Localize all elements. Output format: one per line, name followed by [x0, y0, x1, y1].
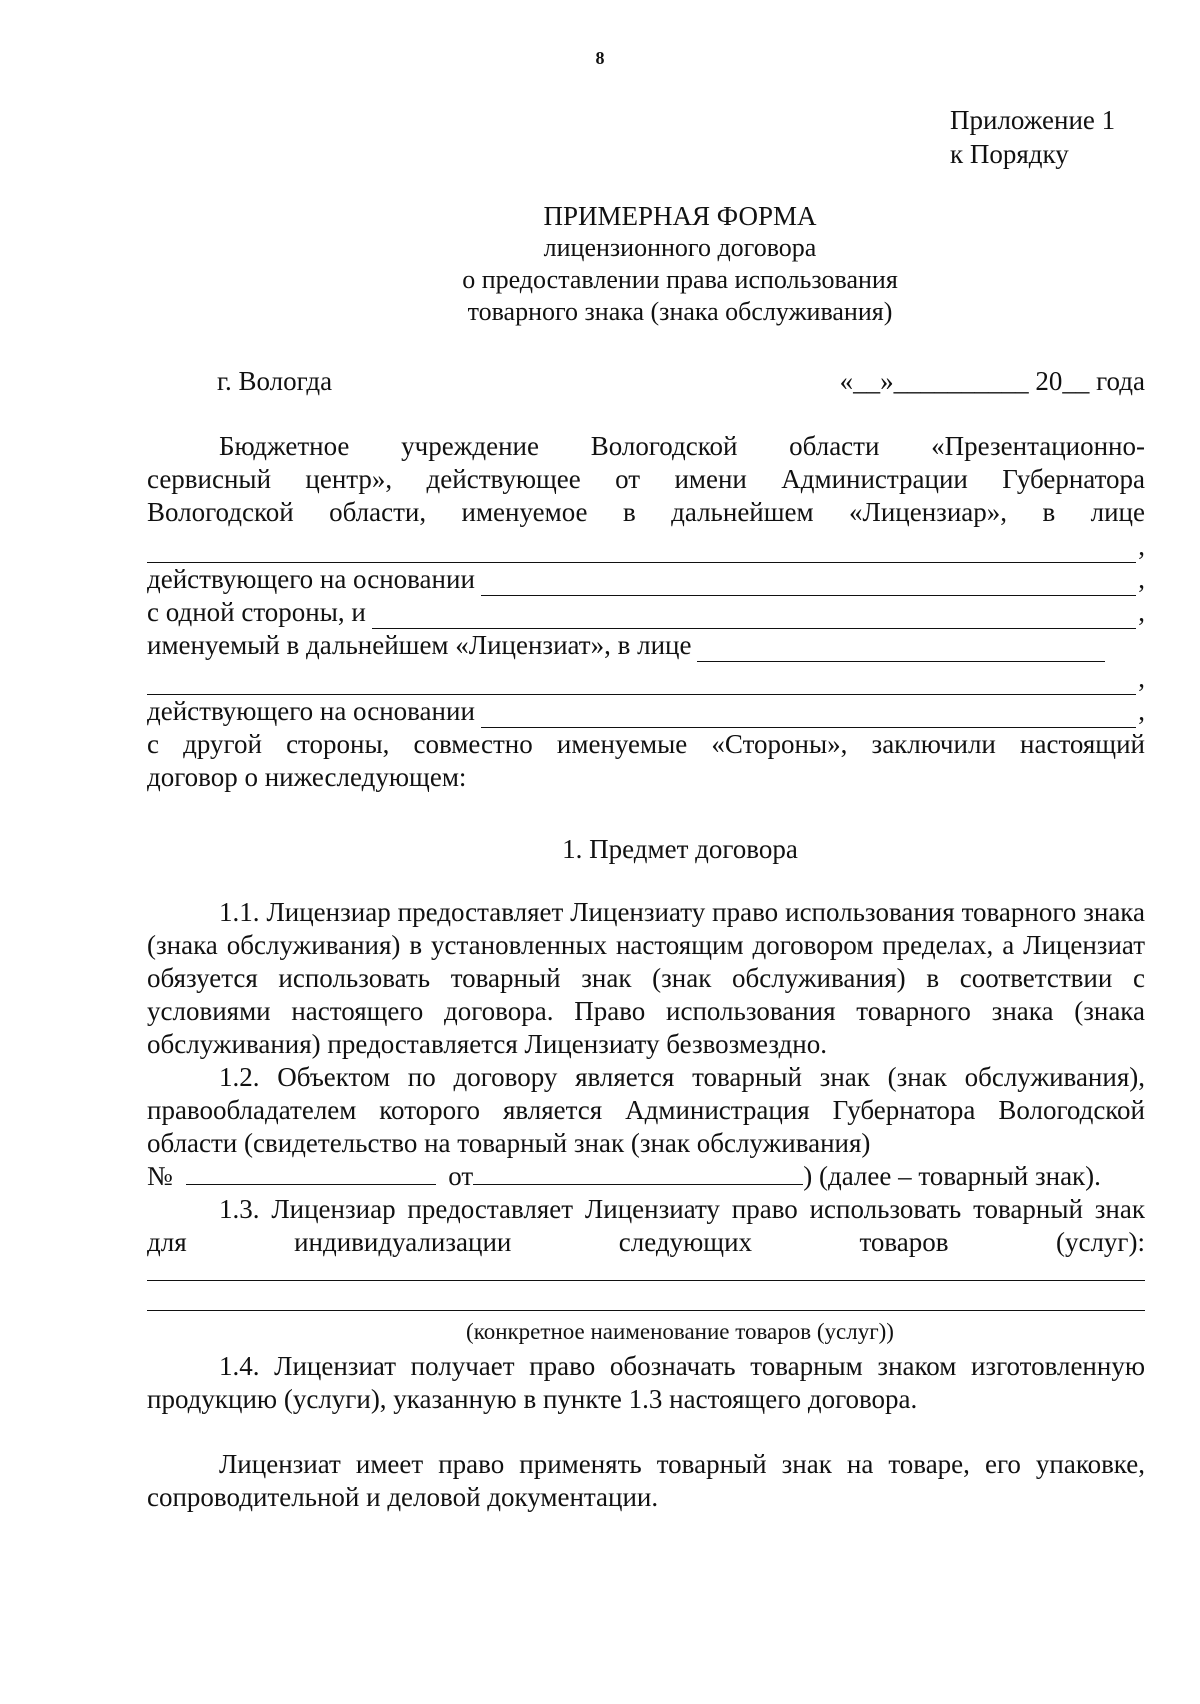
- appendix-line-2: к Порядку: [950, 139, 1069, 169]
- basis-label-1: действующего на основании: [147, 564, 475, 594]
- fill-row-licensee: [147, 629, 1145, 662]
- preamble-paragraph: [147, 430, 1145, 529]
- preamble-line-1: Бюджетное учреждение Вологодской области «Презентационно-: [219, 431, 1145, 461]
- licensee-label: именуемый в дальнейшем «Лицензиат», в лице: [147, 630, 692, 660]
- fill-row-side-1: [147, 596, 1145, 629]
- comma: ,: [1138, 531, 1145, 561]
- goods-blank-line-2[interactable]: [147, 1310, 1145, 1311]
- comma: ,: [1138, 663, 1145, 693]
- comma: ,: [1138, 564, 1145, 594]
- clause-1-2: 1.2. Объектом по договору является товарный знак (знак обслуживания), правообладателем которого является Администрация Губернатора Вологодской области (свидетельство на товарный знак (знак обслуживания): [147, 1062, 1145, 1158]
- basis-label-2: действующего на основании: [147, 696, 475, 726]
- blank-line[interactable]: [147, 537, 1136, 563]
- number-sign: №: [147, 1161, 173, 1191]
- certificate-date-blank[interactable]: [473, 1160, 803, 1185]
- date-template: «__»__________ 20__ года: [839, 366, 1145, 396]
- certificate-number-blank[interactable]: [186, 1160, 436, 1185]
- blank-line[interactable]: [147, 669, 1136, 695]
- blank-line[interactable]: [481, 570, 1136, 596]
- certificate-number-row: [147, 1160, 1145, 1193]
- city: г. Вологда: [217, 366, 333, 396]
- appendix-line-1: Приложение 1: [950, 105, 1116, 135]
- goods-blank-line-1[interactable]: [147, 1280, 1145, 1281]
- page-number: 8: [595, 48, 605, 68]
- comma: ,: [1138, 696, 1145, 726]
- closing-line-2: договор о нижеследующем:: [147, 762, 467, 792]
- preamble-line-2: сервисный центр», действующее от имени Администрации Губернатора: [147, 464, 1145, 494]
- blank-line[interactable]: [372, 603, 1136, 629]
- clause-1-4: 1.4. Лицензиат получает право обозначать товарным знаком изготовленную продукцию (услуги), указанную в пункте 1.3 настоящего договора.: [147, 1351, 1145, 1414]
- closing-line-1: с другой стороны, совместно именуемые «Стороны», заключили настоящий: [147, 729, 1145, 759]
- preamble-line-3: Вологодской области, именуемое в дальнейшем «Лицензиар», в лице: [147, 497, 1145, 527]
- clause-1-3: 1.3. Лицензиар предоставляет Лицензиату право использовать товарный знак для индивидуализации следующих товаров (услуг):: [147, 1194, 1145, 1257]
- party-fill-rows: [147, 530, 1145, 794]
- from-label: от: [448, 1161, 474, 1191]
- fill-row-basis-2: [147, 695, 1145, 728]
- goods-caption: (конкретное наименование товаров (услуг)): [466, 1319, 894, 1344]
- fill-row-representative-1: [147, 530, 1145, 563]
- title-line-2: лицензионного договора: [543, 233, 817, 262]
- document-title: [0, 200, 1200, 328]
- fill-row-basis-1: [147, 563, 1145, 596]
- appendix-reference: [950, 103, 1115, 171]
- comma: ,: [1138, 597, 1145, 627]
- blank-line[interactable]: [481, 702, 1136, 728]
- title-line-4: товарного знака (знака обслуживания): [467, 297, 893, 326]
- clause-1-1: 1.1. Лицензиар предоставляет Лицензиату право использования товарного знака (знака обслуживания) в установленных настоящим договором пределах, а Лицензиат обязуется использовать товарный знак (знак обслуживания) в соответствии с условиями настоящего договора. Право использования товарного знака (знака обслуживания) предоставляется Лицензиату безвозмездно.: [147, 897, 1145, 1059]
- fill-row-representative-2: [147, 662, 1145, 695]
- title-line-3: о предоставлении права использования: [462, 265, 898, 294]
- blank-line[interactable]: [697, 636, 1105, 662]
- certificate-row-end: ) (далее – товарный знак).: [803, 1161, 1101, 1191]
- clause-1-4-b: Лицензиат имеет право применять товарный знак на товаре, его упаковке, сопроводительной и деловой документации.: [147, 1449, 1145, 1512]
- side-one-label: с одной стороны, и: [147, 597, 366, 627]
- title-main: ПРИМЕРНАЯ ФОРМА: [543, 201, 817, 231]
- section-1-title: 1. Предмет договора: [562, 834, 798, 864]
